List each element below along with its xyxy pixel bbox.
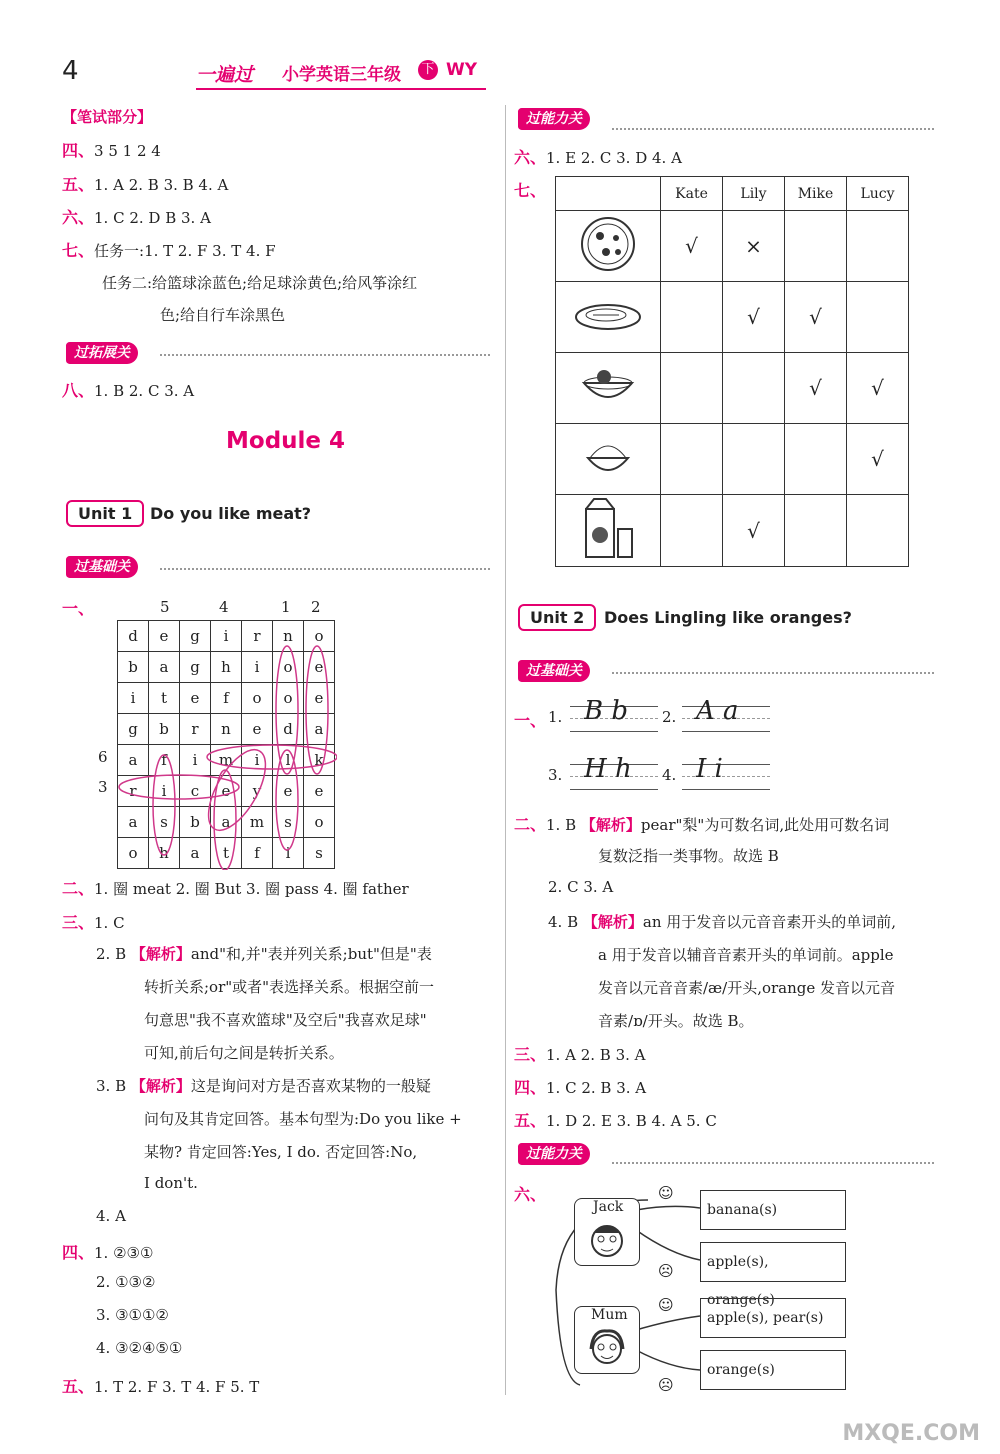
answer-q7-task2: 任务二:给篮球涂蓝色;给足球涂黄色;给风筝涂红	[102, 274, 418, 292]
item-number: 4. B	[548, 913, 579, 931]
grid-cell: e	[242, 714, 273, 745]
answer-q4b-4: 4. ③②④⑤①	[96, 1339, 183, 1357]
q-number: 七、	[514, 181, 547, 200]
mark-cell: √	[723, 282, 785, 353]
grid-cell: e	[149, 621, 180, 652]
q-number: 三、	[62, 913, 95, 932]
unit2-label: Unit 2	[518, 604, 596, 631]
grid-cell: m	[242, 807, 273, 838]
circle-milk	[207, 745, 337, 769]
woman-face-icon	[589, 1329, 625, 1369]
rice-icon	[556, 424, 661, 495]
grid-cell: a	[118, 807, 149, 838]
grid-cell: h	[149, 838, 180, 869]
banner-basic-2: 过基础关	[518, 660, 590, 682]
grid-label-4: 4	[219, 598, 229, 616]
analysis-line: 某物? 肯定回答:Yes, I do. 否定回答:No,	[144, 1143, 418, 1161]
grade-mark: 下	[418, 60, 438, 80]
brand-logo: 一遍过	[196, 64, 254, 86]
grid-cell: e	[304, 776, 335, 807]
answer-q3-2	[96, 943, 432, 964]
q-number: 六、	[514, 1185, 547, 1204]
answer-q7-task2-cont: 色;给自行车涂黑色	[160, 306, 286, 324]
circle-fish	[153, 755, 175, 855]
mark-cell: √	[723, 495, 785, 567]
mum-name: Mum	[591, 1307, 628, 1323]
grid-cell: d	[273, 714, 304, 745]
answer-r-q5	[514, 1108, 717, 1131]
grid-cell: e	[180, 683, 211, 714]
mark-cell	[661, 353, 723, 424]
grid-label-1: 1	[281, 598, 291, 616]
analysis-text: and"和,并"表并列关系;but"但是"表	[190, 945, 432, 963]
answer-text: 1. C	[94, 914, 125, 932]
version-label: WY	[446, 60, 478, 80]
grid-cell: d	[118, 621, 149, 652]
smile-icon: ☺	[658, 1296, 674, 1314]
banner-extension: 过拓展关	[66, 342, 138, 364]
grid-cell: i	[118, 683, 149, 714]
grid-cell: s	[273, 807, 304, 838]
letter-num-2: 2.	[662, 708, 677, 726]
answer-text: 1. A 2. B 3. B 4. A	[94, 176, 229, 194]
book-title: 小学英语三年级	[282, 65, 401, 85]
mark-cell: √	[847, 353, 909, 424]
q-number: 五、	[62, 1377, 95, 1396]
analysis-line: a 用于发音以辅音音素开头的单词前。apple	[598, 946, 894, 964]
banner-basic: 过基础关	[66, 556, 138, 578]
analysis-line: 音素/ɒ/开头。故选 B。	[598, 1012, 754, 1030]
grid-cell: o	[273, 683, 304, 714]
table-row	[556, 424, 909, 495]
mark-cell: √	[785, 353, 847, 424]
grid-cell: n	[211, 714, 242, 745]
answer-q5b	[62, 1374, 259, 1397]
answer-r-q2	[514, 812, 889, 835]
answer-r-q4	[514, 1075, 646, 1098]
grid-cell: f	[242, 838, 273, 869]
mark-cell	[661, 495, 723, 567]
analysis-tag: 【解析】	[582, 913, 643, 931]
header-underline	[196, 88, 486, 90]
table-row	[556, 495, 909, 567]
header-kate: Kate	[661, 177, 723, 211]
q-number: 四、	[62, 141, 95, 160]
module-title: Module 4	[226, 428, 346, 454]
mark-cell: √	[661, 211, 723, 282]
analysis-line: 句意思"我不喜欢篮球"及空后"我喜欢足球"	[144, 1011, 427, 1029]
dotted-rule	[612, 672, 934, 674]
q-number: 四、	[62, 1243, 95, 1262]
header-lucy: Lucy	[847, 177, 909, 211]
grid-label-5: 5	[160, 598, 170, 616]
grid-cell: e	[304, 652, 335, 683]
watermark: MXQE.COM	[842, 1421, 980, 1446]
grid-cell: i	[273, 838, 304, 869]
grid-cell: s	[149, 807, 180, 838]
table-row	[556, 211, 909, 282]
grid-cell: i	[180, 745, 211, 776]
q-number: 一、	[62, 599, 95, 618]
section-written: 【笔试部分】	[62, 108, 153, 126]
q-number: 六、	[62, 208, 95, 227]
dotted-rule	[612, 128, 934, 130]
analysis-line: I don't.	[144, 1174, 198, 1192]
answer-q8	[62, 378, 194, 401]
mark-cell	[847, 211, 909, 282]
grid-cell: f	[149, 745, 180, 776]
letter-num-4: 4.	[662, 766, 677, 784]
frown-icon: ☹	[658, 1262, 674, 1280]
grid-cell: n	[273, 621, 304, 652]
item-number: 3. B	[96, 1077, 127, 1095]
answer-text: 1. E 2. C 3. D 4. A	[546, 149, 682, 167]
answer-q7	[62, 238, 276, 261]
grid-cell: a	[211, 807, 242, 838]
table-row	[556, 353, 909, 424]
grid-cell: g	[118, 714, 149, 745]
mum-dislike-box: orange(s)	[700, 1350, 846, 1390]
answer-q2	[62, 876, 409, 899]
grid-cell: h	[211, 652, 242, 683]
frown-icon: ☹	[658, 1376, 674, 1394]
grid-label-2: 2	[311, 598, 321, 616]
grid-cell: i	[242, 745, 273, 776]
answer-text: 1. 圈 meat 2. 圈 But 3. 圈 pass 4. 圈 father	[94, 880, 409, 898]
mum-like-box: apple(s), pear(s)	[700, 1298, 846, 1338]
analysis-text: 这是询问对方是否喜欢某物的一般疑	[190, 1077, 431, 1095]
answer-r-q3	[514, 1042, 645, 1065]
answer-q3-3	[96, 1075, 431, 1096]
banner-ability: 过能力关	[518, 108, 590, 130]
answer-q4b-3: 3. ③①①②	[96, 1306, 169, 1324]
q-number: 四、	[514, 1078, 547, 1097]
grid-cell: k	[304, 745, 335, 776]
analysis-tag: 【解析】	[130, 945, 191, 963]
q-number: 八、	[62, 381, 95, 400]
grid-cell: a	[304, 714, 335, 745]
mark-cell	[723, 353, 785, 424]
analysis-tag: 【解析】	[130, 1077, 191, 1095]
analysis-text: an 用于发音以元音音素开头的单词前,	[642, 913, 897, 931]
answer-text: 1. A 2. B 3. A	[546, 1046, 646, 1064]
answer-text: 1. T 2. F 3. T 4. F 5. T	[94, 1378, 260, 1396]
grid-cell: i	[242, 652, 273, 683]
boy-face-icon	[589, 1221, 625, 1261]
grid-circles	[117, 620, 337, 870]
grid-label-6: 6	[98, 748, 108, 766]
mum-card	[574, 1306, 640, 1374]
mark-cell	[661, 424, 723, 495]
answer-text: 1. C 2. D B 3. A	[94, 209, 211, 227]
grid-cell: e	[304, 683, 335, 714]
grid-cell: c	[180, 776, 211, 807]
grid-cell: t	[211, 838, 242, 869]
mark-cell	[723, 424, 785, 495]
q-number: 五、	[514, 1111, 547, 1130]
answer-text: 任务一:1. T 2. F 3. T 4. F	[94, 242, 276, 260]
grid-cell: e	[211, 776, 242, 807]
q-number: 二、	[62, 879, 95, 898]
grid-cell: r	[118, 776, 149, 807]
answer-r-q2-4	[548, 911, 896, 932]
grid-cell: o	[118, 838, 149, 869]
grid-cell: m	[211, 745, 242, 776]
circle-fish-col	[306, 646, 328, 774]
q-number: 二、	[514, 815, 547, 834]
jack-dislike-box: apple(s), orange(s)	[700, 1242, 846, 1282]
answer-text: 3 5 1 2 4	[94, 142, 161, 160]
header-lily: Lily	[723, 177, 785, 211]
grid-cell: b	[180, 807, 211, 838]
answer-q4b-2: 2. ①③②	[96, 1273, 156, 1291]
grid-cell: o	[304, 807, 335, 838]
noodles-icon	[556, 353, 661, 424]
q-number: 七、	[62, 241, 95, 260]
handwriting-4: I i	[696, 754, 723, 784]
grid-cell: a	[149, 652, 180, 683]
grid-cell: a	[118, 745, 149, 776]
answer-r-q6	[514, 145, 682, 168]
grid-cell: y	[242, 776, 273, 807]
grid-cell: r	[242, 621, 273, 652]
mark-cell: ×	[723, 211, 785, 282]
answer-q6	[62, 205, 211, 228]
mark-cell: √	[847, 424, 909, 495]
mark-cell	[785, 211, 847, 282]
grid-cell: i	[211, 621, 242, 652]
mark-cell	[661, 282, 723, 353]
grid-cell: o	[304, 621, 335, 652]
answer-q5	[62, 172, 228, 195]
answer-text: 1. C 2. B 3. A	[546, 1079, 647, 1097]
answer-q3	[62, 910, 125, 933]
analysis-line: 转折关系;or"或者"表选择关系。根据空前一	[144, 978, 435, 996]
circle-eggs	[276, 750, 298, 850]
handwriting-2: A a	[696, 696, 739, 726]
mark-cell	[785, 495, 847, 567]
milk-icon	[556, 495, 661, 567]
jack-name: Jack	[593, 1199, 624, 1215]
q-number: 一、	[514, 711, 547, 730]
answer-q3-4: 4. A	[96, 1207, 126, 1225]
grid-cell: g	[180, 652, 211, 683]
jack-card	[574, 1198, 640, 1266]
answer-text: 1. B 2. C 3. A	[94, 382, 195, 400]
dotted-rule	[160, 354, 490, 356]
fish-icon	[556, 282, 661, 353]
dotted-rule	[160, 568, 490, 570]
circle-noodle	[276, 646, 298, 774]
mark-cell: √	[785, 282, 847, 353]
pizza-icon	[556, 211, 661, 282]
handwriting-1: B b	[584, 696, 629, 726]
mark-cell	[785, 424, 847, 495]
mark-cell	[847, 495, 909, 567]
grid-cell: r	[180, 714, 211, 745]
grid-cell: e	[273, 776, 304, 807]
q-number: 六、	[514, 148, 547, 167]
grid-cell: t	[149, 683, 180, 714]
grid-cell: i	[149, 776, 180, 807]
grid-cell: s	[304, 838, 335, 869]
food-preference-table	[555, 176, 909, 567]
answer-text: 1. B	[546, 816, 577, 834]
letter-num-3: 3.	[548, 766, 563, 784]
grid-cell: a	[180, 838, 211, 869]
handwriting-3: H h	[584, 754, 632, 784]
unit2-title: Does Lingling like oranges?	[604, 608, 852, 627]
answer-q4	[62, 138, 161, 161]
answer-text: 1. ②③①	[94, 1244, 154, 1262]
letter-num-1: 1.	[548, 708, 563, 726]
table-corner	[556, 177, 661, 211]
analysis-text: pear"梨"为可数名词,此处用可数名词	[640, 816, 890, 834]
unit1-label: Unit 1	[66, 500, 144, 527]
grid-cell: b	[149, 714, 180, 745]
analysis-line: 可知,前后句之间是转折关系。	[144, 1044, 344, 1062]
dotted-rule	[612, 1162, 934, 1164]
item-number: 2. B	[96, 945, 127, 963]
answer-q4b	[62, 1240, 153, 1263]
grid-cell: o	[273, 652, 304, 683]
jack-like-box: banana(s)	[700, 1190, 846, 1230]
analysis-tag: 【解析】	[580, 816, 641, 834]
q-number: 五、	[62, 175, 95, 194]
grid-cell: g	[180, 621, 211, 652]
answer-r-q2-2: 2. C 3. A	[548, 878, 614, 896]
mark-cell	[847, 282, 909, 353]
header-mike: Mike	[785, 177, 847, 211]
banner-ability-2: 过能力关	[518, 1143, 590, 1165]
unit1-title: Do you like meat?	[150, 504, 312, 523]
column-divider	[505, 105, 506, 1395]
grid-cell: l	[273, 745, 304, 776]
analysis-line: 复数泛指一类事物。故选 B	[598, 847, 779, 865]
grid-label-3: 3	[98, 778, 108, 796]
smile-icon: ☺	[658, 1184, 674, 1202]
grid-cell: f	[211, 683, 242, 714]
analysis-line: 问句及其肯定回答。基本句型为:Do you like +	[144, 1110, 462, 1128]
answer-text: 1. D 2. E 3. B 4. A 5. C	[546, 1112, 717, 1130]
table-row	[556, 282, 909, 353]
grid-cell: b	[118, 652, 149, 683]
q-number: 三、	[514, 1045, 547, 1064]
grid-cell: o	[242, 683, 273, 714]
analysis-line: 发音以元音音素/æ/开头,orange 发音以元音	[598, 979, 896, 997]
page-number: 4	[62, 56, 79, 86]
